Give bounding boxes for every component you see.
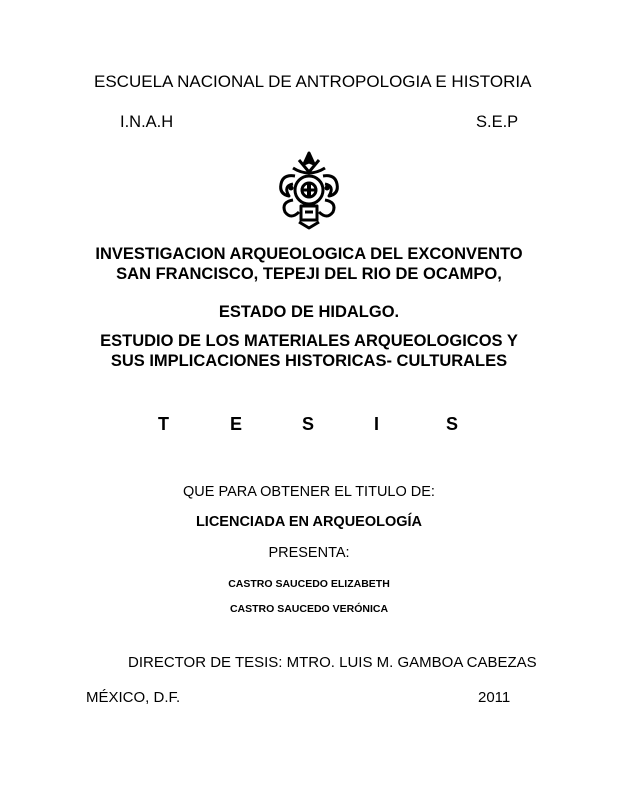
- institution-sep: S.E.P: [476, 113, 519, 131]
- inah-emblem-icon: [271, 150, 347, 230]
- tesis-letter: E: [230, 414, 243, 434]
- thesis-subtitle-line-2: SUS IMPLICACIONES HISTORICAS- CULTURALES: [110, 352, 508, 370]
- place: MÉXICO, D.F.: [86, 689, 181, 706]
- thesis-subtitle-line-1: ESTUDIO DE LOS MATERIALES ARQUEOLOGICOS Y: [100, 332, 518, 350]
- author-name: CASTRO SAUCEDO VERÓNICA: [229, 603, 389, 615]
- tesis-letter: S: [302, 414, 315, 434]
- school-name: ESCUELA NACIONAL DE ANTROPOLOGIA E HISTORIA: [94, 72, 532, 91]
- tesis-letter: T: [158, 414, 169, 434]
- author-name: CASTRO SAUCEDO ELIZABETH: [228, 578, 390, 590]
- thesis-title-line-3: ESTADO DE HIDALGO.: [218, 303, 400, 321]
- tesis-letter: S: [446, 414, 459, 434]
- degree-intro: QUE PARA OBTENER EL TITULO DE:: [183, 484, 435, 500]
- thesis-director: DIRECTOR DE TESIS: MTRO. LUIS M. GAMBOA CABEZAS: [128, 654, 537, 671]
- tesis-letter: I: [374, 414, 380, 434]
- year: 2011: [478, 689, 511, 706]
- thesis-title-line-2: SAN FRANCISCO, TEPEJI DEL RIO DE OCAMPO,: [116, 265, 502, 283]
- presenta-label: PRESENTA:: [268, 545, 350, 561]
- institution-inah: I.N.A.H: [120, 113, 174, 131]
- thesis-title-line-1: INVESTIGACION ARQUEOLOGICA DEL EXCONVENTO: [95, 245, 523, 263]
- degree-name: LICENCIADA EN ARQUEOLOGÍA: [195, 514, 423, 530]
